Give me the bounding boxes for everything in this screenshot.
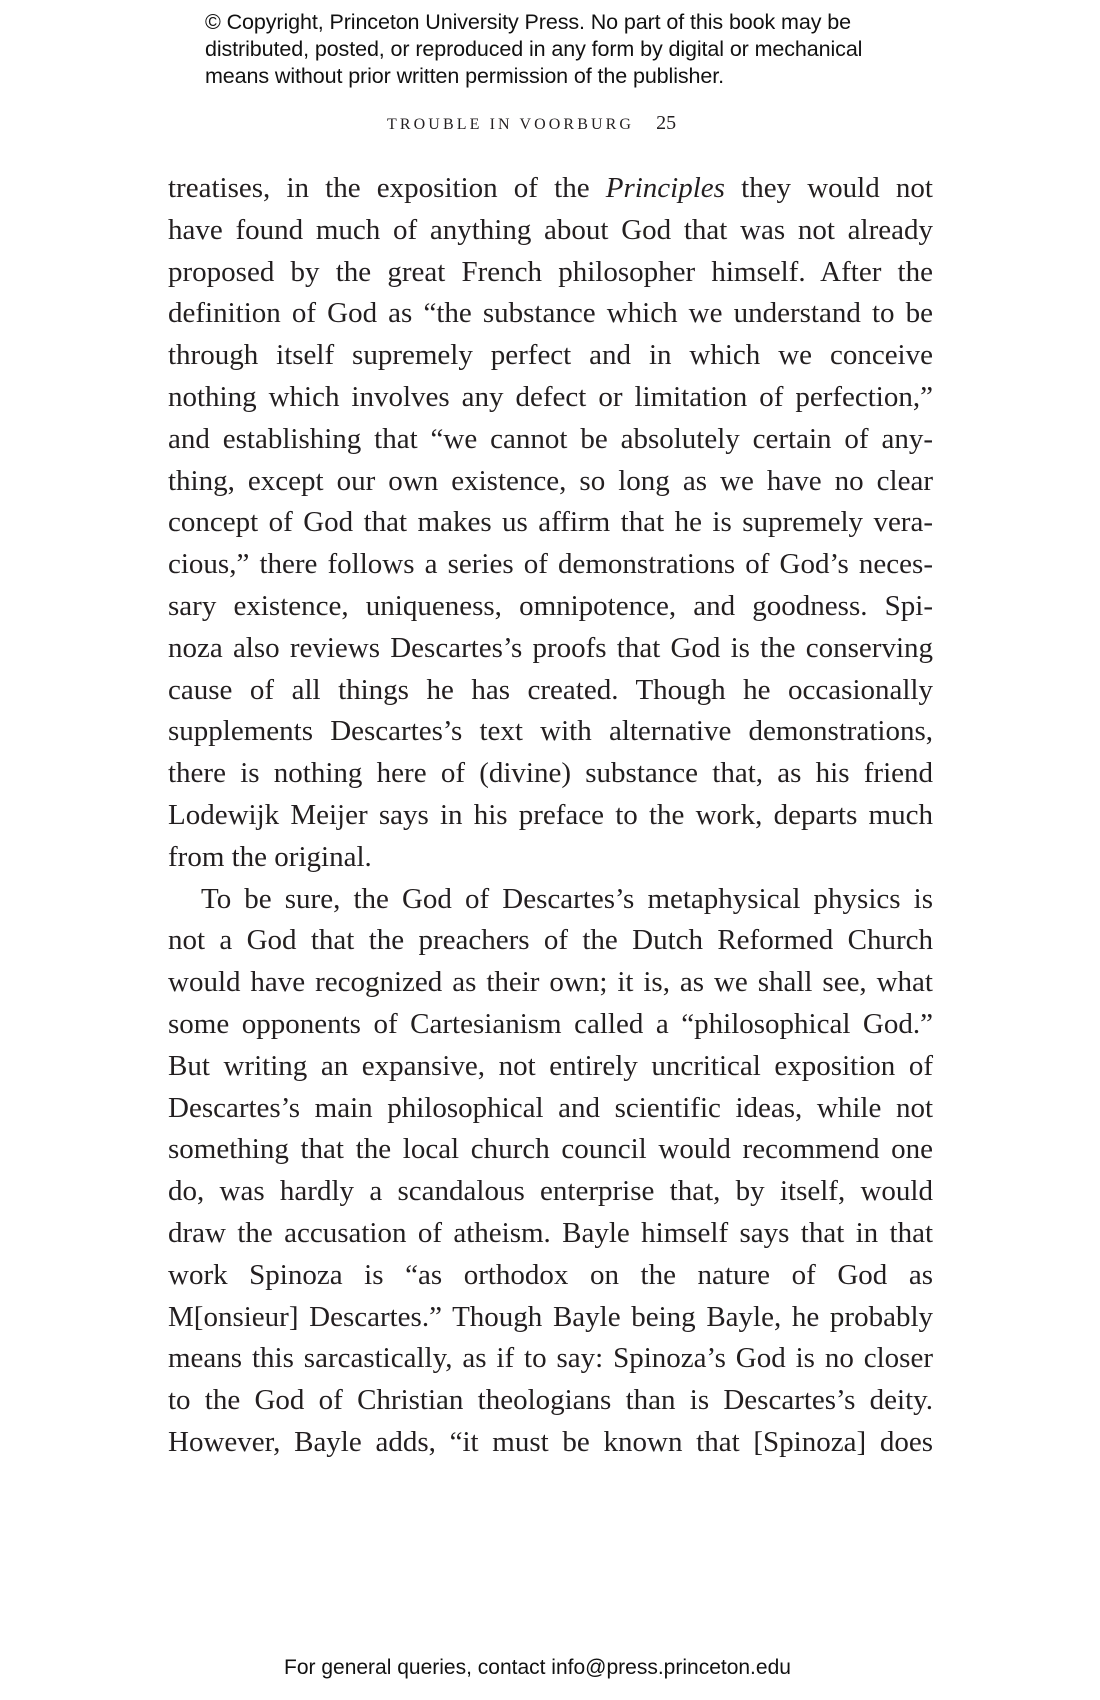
text-line: Lodewijk Meijer says in his preface to the work, departs much xyxy=(168,798,933,831)
text-line: not a God that the preachers of the Dutch Reformed Church xyxy=(168,924,933,957)
text-line: there is nothing here of (divine) substance that, as his friend xyxy=(168,757,933,790)
copyright-line: means without prior written permission of the publisher. xyxy=(205,64,725,88)
text-line: means this sarcastically, as if to say: Spinoza’s God is no closer xyxy=(168,1342,933,1375)
text-line: have found much of anything about God that was not already xyxy=(168,213,933,246)
text-line: from the original. xyxy=(168,840,372,873)
text-line xyxy=(168,168,933,210)
text-line: do, was hardly a scandalous enterprise that, by itself, would xyxy=(168,1175,933,1208)
paragraph-2 xyxy=(168,879,933,1464)
text-line: cause of all things he has created. Though he occasionally xyxy=(168,673,933,706)
text-line: draw the accusation of atheism. Bayle himself says that in that xyxy=(168,1216,933,1249)
text-line: proposed by the great French philosopher himself. After the xyxy=(168,255,933,288)
running-head xyxy=(387,112,676,135)
text-line: definition of God as “the substance which we understand to be xyxy=(168,297,933,330)
paragraph-1 xyxy=(168,168,933,879)
text-run: treatises, in the exposition of the xyxy=(168,172,606,204)
text-line: to the God of Christian theologians than is Descartes’s deity. xyxy=(168,1384,933,1417)
text-line: To be sure, the God of Descartes’s metaphysical physics is xyxy=(201,882,933,915)
text-line: noza also reviews Descartes’s proofs that God is the conserving xyxy=(168,631,933,664)
footer-contact: For general queries, contact info@press.princeton.edu xyxy=(284,1656,791,1679)
text-line: through itself supremely perfect and in which we conceive xyxy=(168,339,933,372)
text-line: thing, except our own existence, so long as we have no clear xyxy=(168,464,933,497)
text-run: they would not xyxy=(724,172,933,204)
body-text xyxy=(168,168,933,1464)
italic-title: Principles xyxy=(605,172,725,204)
text-line: work Spinoza is “as orthodox on the nature of God as xyxy=(168,1258,933,1291)
text-line: nothing which involves any defect or limitation of perfection,” xyxy=(168,380,933,413)
text-line: concept of God that makes us affirm that he is supremely vera- xyxy=(168,506,933,539)
text-line: something that the local church council would recommend one xyxy=(168,1133,933,1166)
running-head-title: TROUBLE IN VOORBURG xyxy=(387,116,635,133)
text-line: M[onsieur] Descartes.” Though Bayle being Bayle, he probably xyxy=(168,1300,933,1333)
copyright-line: distributed, posted, or reproduced in any form by digital or mechanical xyxy=(205,37,863,61)
text-line: However, Bayle adds, “it must be known that [Spinoza] does xyxy=(168,1425,933,1458)
text-line: would have recognized as their own; it is, as we shall see, what xyxy=(168,966,933,999)
text-line: cious,” there follows a series of demonstrations of God’s neces- xyxy=(168,548,933,581)
text-line: sary existence, uniqueness, omnipotence, and goodness. Spi- xyxy=(168,589,933,622)
copyright-line: © Copyright, Princeton University Press. No part of this book may be xyxy=(205,10,851,34)
text-line: supplements Descartes’s text with alternative demonstrations, xyxy=(168,715,933,748)
page-number: 25 xyxy=(656,112,677,134)
text-line: and establishing that “we cannot be absolutely certain of any- xyxy=(168,422,933,455)
text-line: But writing an expansive, not entirely uncritical exposition of xyxy=(168,1049,933,1082)
copyright-notice xyxy=(205,9,925,90)
text-line: Descartes’s main philosophical and scientific ideas, while not xyxy=(168,1091,933,1124)
text-line: some opponents of Cartesianism called a “philosophical God.” xyxy=(168,1007,933,1040)
